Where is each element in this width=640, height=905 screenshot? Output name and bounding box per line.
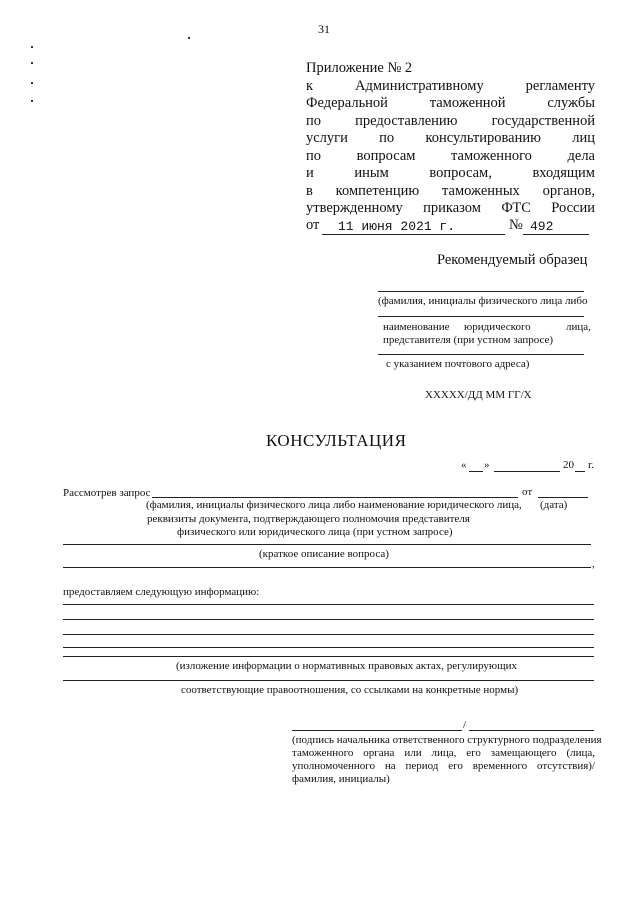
info-label: предоставляем следующую информацию: (63, 586, 260, 598)
order-number-underline (523, 234, 589, 235)
recipient-caption-line: с указанием почтового адреса) (386, 358, 530, 370)
recipient-caption-word: наименование (383, 321, 450, 333)
info-line (63, 647, 594, 648)
signature-caption-line: (подпись начальника ответственного структурного подразделения (292, 734, 602, 746)
date-open-quote: « (461, 459, 467, 471)
date-year-underline (575, 471, 585, 472)
signature-slash: / (463, 719, 467, 731)
signature-name-underline (469, 730, 594, 731)
document-title: КОНСУЛЬТАЦИЯ (266, 431, 407, 450)
signature-caption (292, 734, 602, 786)
recipient-line (378, 354, 584, 355)
appendix-line: по вопросам таможенного дела (306, 147, 595, 164)
registration-code: XXXXX/ДД ММ ГГ/X (425, 389, 532, 401)
request-from-label: от (522, 486, 533, 498)
scan-speck (31, 100, 33, 102)
recipient-caption-line: (фамилия, инициалы физического лица либо (378, 295, 588, 307)
recommended-sample-label: Рекомендуемый образец (437, 252, 588, 268)
appendix-line: к Административному регламенту (306, 77, 595, 94)
request-date-underline (538, 497, 588, 498)
scan-speck (31, 46, 33, 48)
order-number-value: 492 (530, 219, 554, 234)
date-close-quote: » (484, 459, 490, 471)
order-date-value: 11 июня 2021 г. (338, 219, 456, 234)
info-line (63, 619, 594, 620)
request-caption-line: (фамилия, инициалы физического лица либо наименование юридического лица, (146, 499, 522, 511)
date-year-suffix: г. (588, 459, 595, 471)
recipient-line (378, 291, 584, 292)
info-line (63, 634, 594, 635)
appendix-line: утвержденному приказом ФТС России (306, 200, 595, 216)
request-date-caption: (дата) (540, 499, 568, 511)
date-month-underline (494, 471, 560, 472)
brief-question-caption: (краткое описание вопроса) (259, 548, 389, 560)
appendix-line: услуги по консультированию лиц (306, 130, 595, 146)
legal-caption-line: соответствующие правоотношения, со ссылками на конкретные нормы) (181, 684, 519, 696)
signature-underline (292, 730, 462, 731)
date-year-prefix: 20 (563, 459, 574, 471)
brief-question-comma: , (592, 558, 595, 570)
signature-caption-line: таможенного органа или лица, его замещающего (лица, (292, 747, 595, 759)
request-label: Рассмотрев запрос (63, 487, 151, 499)
appendix-line: в компетенцию таможенных органов, (306, 182, 595, 199)
info-line (63, 604, 594, 605)
legal-caption-line: (изложение информации о нормативных правовых актах, регулирующих (176, 660, 517, 672)
scan-speck (31, 82, 33, 84)
recipient-caption-line: представителя (при устном запросе) (383, 334, 554, 346)
signature-caption-line: уполномоченного на период его временного отсутствия)/ (292, 760, 595, 772)
order-date-underline (322, 234, 505, 235)
appendix-title: Приложение № 2 (306, 60, 413, 76)
recipient-line (378, 316, 584, 317)
recipient-caption-word: лица, (566, 321, 591, 333)
date-day-underline (469, 471, 483, 472)
appendix-block (306, 60, 595, 218)
appendix-line: и иным вопросам, входящим (306, 165, 595, 181)
brief-question-line (63, 567, 591, 568)
brief-question-line (63, 544, 591, 545)
info-line (63, 656, 594, 657)
order-date-prefix: от (306, 217, 320, 233)
signature-caption-line: фамилия, инициалы) (292, 773, 390, 785)
request-caption-line: реквизиты документа, подтверждающего полномочия представителя (147, 513, 470, 525)
scan-speck (188, 37, 190, 39)
recipient-caption-word: юридического (464, 321, 531, 333)
request-caption-line: физического или юридического лица (при устном запросе) (177, 526, 453, 538)
page-number: 31 (318, 22, 330, 36)
appendix-line: Федеральной таможенной службы (306, 95, 595, 111)
request-underline (152, 497, 518, 498)
order-number-prefix: № (509, 217, 523, 233)
info-line (63, 680, 594, 681)
appendix-line: по предоставлению государственной (306, 112, 595, 129)
scan-speck (31, 62, 33, 64)
